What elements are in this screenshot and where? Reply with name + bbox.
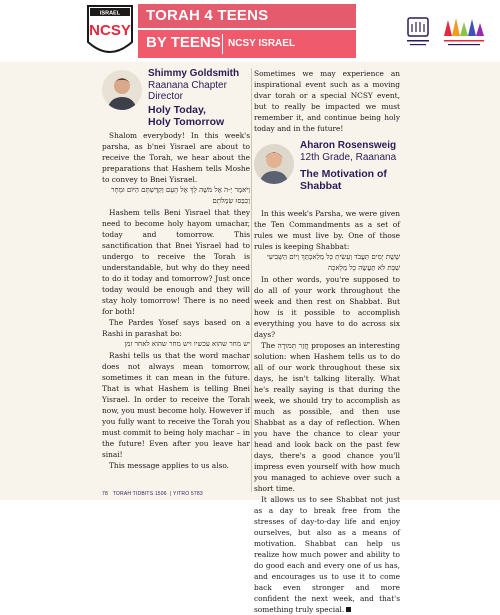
header (0, 0, 500, 62)
left-author-block (102, 68, 250, 130)
avatar (254, 144, 294, 184)
hebrew-quote: שֵׁשֶׁת יָמִים תַּעֲבֹד וְעָשִׂיתָ כָּל מְלַאכְתֶּךָ וְיוֹם הַשְּׁבִיעִי שַׁבָּת לֹא תַעֲשֶׂה כָל מְלָאכָה (267, 253, 400, 272)
article-title: The Motivation of Shabbat (300, 168, 387, 192)
issue-name: YITRO 5783 (173, 491, 203, 497)
publication-name: TORAH TIDBITS 1506 (112, 491, 167, 497)
avatar (102, 70, 142, 110)
banner-divider (222, 34, 223, 54)
hebrew-quote: יש מחר שהוא עכשיו ויש מחר שהוא לאחר זמן (124, 340, 250, 348)
ncsy-logo (84, 2, 136, 60)
right-column (254, 68, 400, 615)
page-number: 78 (102, 491, 108, 497)
article-title: Holy Today, Holy Tomorrow (148, 104, 225, 128)
right-article-body (254, 208, 400, 615)
author-name: Shimmy Goldsmith (148, 68, 240, 79)
paragraph: In this week's Parsha, we were given the Ten Commandments as a set of rules we must live by. One of those rules is keeping Shabbat: (254, 209, 400, 251)
hebrew-quote: וַיֹּאמֶר יְ-הֹ אֶל מֹשֶׁה לֵךְ אֶל הָעָם וְקִדַּשְׁתָּם הַיּוֹם וּמָחָר וְכִבְּסוּ שִׂמְלֹתָם (111, 186, 250, 205)
banner-org: NCSY ISRAEL (228, 38, 296, 49)
paragraph: The חֲזַר תְּמוּרָה proposes an interesting solution: when Hashem tells us to do all of our work throughout these six days, he isn't talking literally. What he's really saying is that during the week, we should try to accomplish as much as possible, and then use Shabbat as a day of reflection. When you have the chance to clear your head and look back on the past few days, there's a good chance you'll impress even yourself with how much you managed to achieve over such a short time. (254, 341, 400, 493)
author-name: Aharon Rosensweig (300, 140, 397, 151)
left-article-body (102, 130, 250, 471)
paragraph: It allows us to see Shabbat not just as a day to break free from the stresses of day-to-day life and enjoy ourselves, but also as a means of motivation. Shabbat can help us realize how much power and ability to do good each and every one of us has, and encourages us to use it to come back even stronger and more confident the next week, and that's something truly special. (254, 495, 400, 614)
paragraph: Rashi tells us that the word machar does not always mean tomorrow, sometimes it can mean in the future. That is what Hashem is telling Bnei Yisrael. In order to receive the Torah now, you must become holy. However if you fully want to receive the Torah you must commit to being holy machar – in the future! Even after you leave har sinai! (102, 351, 250, 459)
sponsor-logo-emblem (404, 14, 432, 50)
paragraph: Sometimes we may experience an inspirational event such as a moving dvar torah or a special NCSY event, but to really be impacted we must remember it, and continue being holy today and in the future! (254, 69, 400, 133)
paragraph: Hashem tells Beni Yisrael that they need to become holy hayom umachar, today and tomorrow. This sanctification that Bnei Yisrael had to undergo to receive the Torah is understandable, but why do they need to do it today and tomorrow? Just once today would be enough and they will stay holy tomorrow! There is no need for both! (102, 208, 250, 316)
paragraph: In other words, you're supposed to do all of your work throughout the week and then rest on Shabbat. But how is it possible to accomplish everything you have to do across six days? (254, 275, 400, 339)
banner-title: TORAH 4 TEENS (146, 7, 269, 24)
end-of-article-mark (346, 607, 351, 612)
sponsor-logo-colorful (440, 14, 488, 50)
paragraph: The Pardes Yosef says based on a Rashi in parashat bo: (102, 318, 250, 338)
banner-subtitle: BY TEENS (146, 34, 221, 51)
logo-text: NCSY (89, 22, 131, 39)
footer (102, 493, 402, 500)
left-column (102, 68, 250, 471)
paragraph: This message applies to us also. (109, 461, 230, 470)
author-role: 12th Grade, Raanana (300, 152, 397, 163)
banner (138, 4, 356, 58)
footer-text: 78 TORAH TIDBITS 1506 | YITRO 5783 (102, 491, 203, 497)
author-role: Raanana Chapter Director (148, 80, 227, 102)
column-divider (251, 68, 252, 492)
right-author-block (254, 140, 400, 208)
logo-top-text: ISRAEL (99, 10, 121, 17)
left-article-continuation (254, 68, 400, 134)
paragraph: Shalom everybody! In this week's parsha, as b'nei Yisrael are about to receive the Torah, we hear about the preparations that Hashem tells Moshe to convey to Bnei Yisrael. (102, 131, 250, 184)
